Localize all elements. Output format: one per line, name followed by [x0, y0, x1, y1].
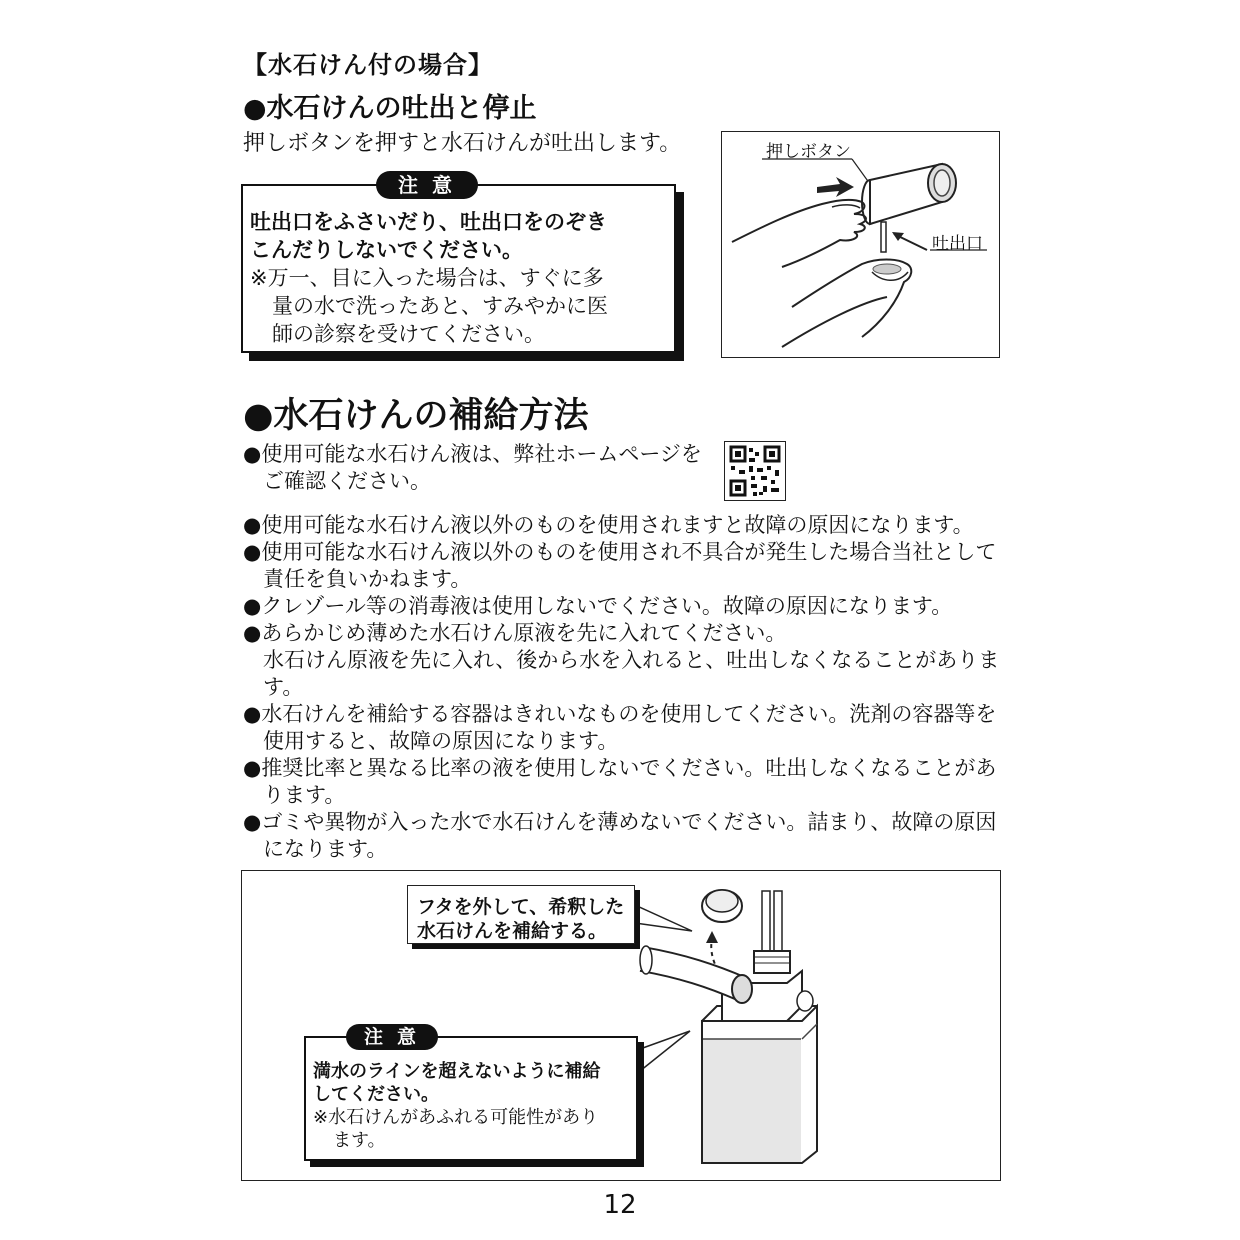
bullet-item — [243, 512, 1013, 539]
bullet-line: 責任を負いかねます。 — [263, 567, 472, 591]
callout-line: フタを外して、希釈した — [417, 896, 625, 918]
dispense-heading: ●水石けんの吐出と停止 — [243, 93, 537, 124]
bullet-line: ご確認ください。 — [263, 469, 431, 493]
bullet-item — [243, 809, 1013, 863]
bullet-item — [243, 755, 1013, 809]
caution-bold-line: してください。 — [313, 1084, 439, 1105]
bullet-item — [243, 441, 702, 495]
bullet-line: ●推奨比率と異なる比率の液を使用しないでください。吐出しなくなることがあ — [243, 756, 997, 780]
callout-line: 水石けんを補給する。 — [417, 920, 608, 942]
refill-container-figure — [241, 870, 1001, 1181]
bullet-line: ●使用可能な水石けん液以外のものを使用され不具合が発生した場合当社として — [243, 540, 997, 564]
bullet-item — [243, 620, 1013, 701]
caution-label: 注意 — [346, 1024, 438, 1050]
caution-label: 注意 — [376, 171, 478, 199]
bullet-line: ●使用可能な水石けん液以外のものを使用されますと故障の原因になります。 — [243, 513, 974, 537]
push-button-label: 押しボタン — [766, 142, 851, 162]
bullet-line: す。 — [263, 675, 304, 699]
push-button-figure — [721, 131, 1000, 358]
bullet-line: ●ゴミや異物が入った水で水石けんを薄めないでください。詰まり、故障の原因 — [243, 810, 997, 834]
caution-note-line: ます。 — [333, 1130, 386, 1151]
refill-heading: ●水石けんの補給方法 — [243, 396, 589, 436]
bullet-line: ●あらかじめ薄めた水石けん原液を先に入れてください。 — [243, 621, 787, 645]
bullet-line: 使用すると、故障の原因になります。 — [263, 729, 619, 753]
refill-bullet-list — [243, 512, 1013, 863]
outlet-label: 吐出口 — [932, 234, 983, 254]
bullet-line: ●使用可能な水石けん液は、弊社ホームページを — [243, 442, 702, 466]
bullet-line: ●クレゾール等の消毒液は使用しないでください。故障の原因になります。 — [243, 594, 953, 618]
caution-note-line: 師の診察を受けてください。 — [272, 322, 545, 346]
refill-callout — [407, 885, 635, 944]
caution-bold-line: 満水のラインを超えないように補給 — [313, 1061, 601, 1082]
bullet-item — [243, 593, 1013, 620]
bullet-line: 水石けん原液を先に入れ、後から水を入れると、吐出しなくなることがありま — [263, 648, 1000, 672]
qr-code-icon[interactable] — [724, 441, 786, 501]
caution-box-dispense — [241, 173, 676, 353]
caution-bold-line: 吐出口をふさいだり、吐出口をのぞき — [250, 210, 607, 234]
page-number: 12 — [603, 1190, 637, 1220]
section-label: 【水石けん付の場合】 — [243, 51, 493, 79]
caution-box-refill — [304, 1026, 638, 1161]
bullet-line: ります。 — [263, 783, 346, 807]
bullet-item — [243, 701, 1013, 755]
bullet-line: になります。 — [263, 837, 388, 861]
caution-note-line: ※万一、目に入った場合は、すぐに多 — [250, 266, 604, 290]
dispense-text: 押しボタンを押すと水石けんが吐出します。 — [243, 131, 682, 156]
caution-note-line: ※水石けんがあふれる可能性があり — [313, 1107, 599, 1128]
caution-note-line: 量の水で洗ったあと、すみやかに医 — [272, 294, 608, 318]
bullet-line: ●水石けんを補給する容器はきれいなものを使用してください。洗剤の容器等を — [243, 702, 997, 726]
caution-bold-line: こんだりしないでください。 — [250, 238, 523, 262]
bullet-item — [243, 539, 1013, 593]
